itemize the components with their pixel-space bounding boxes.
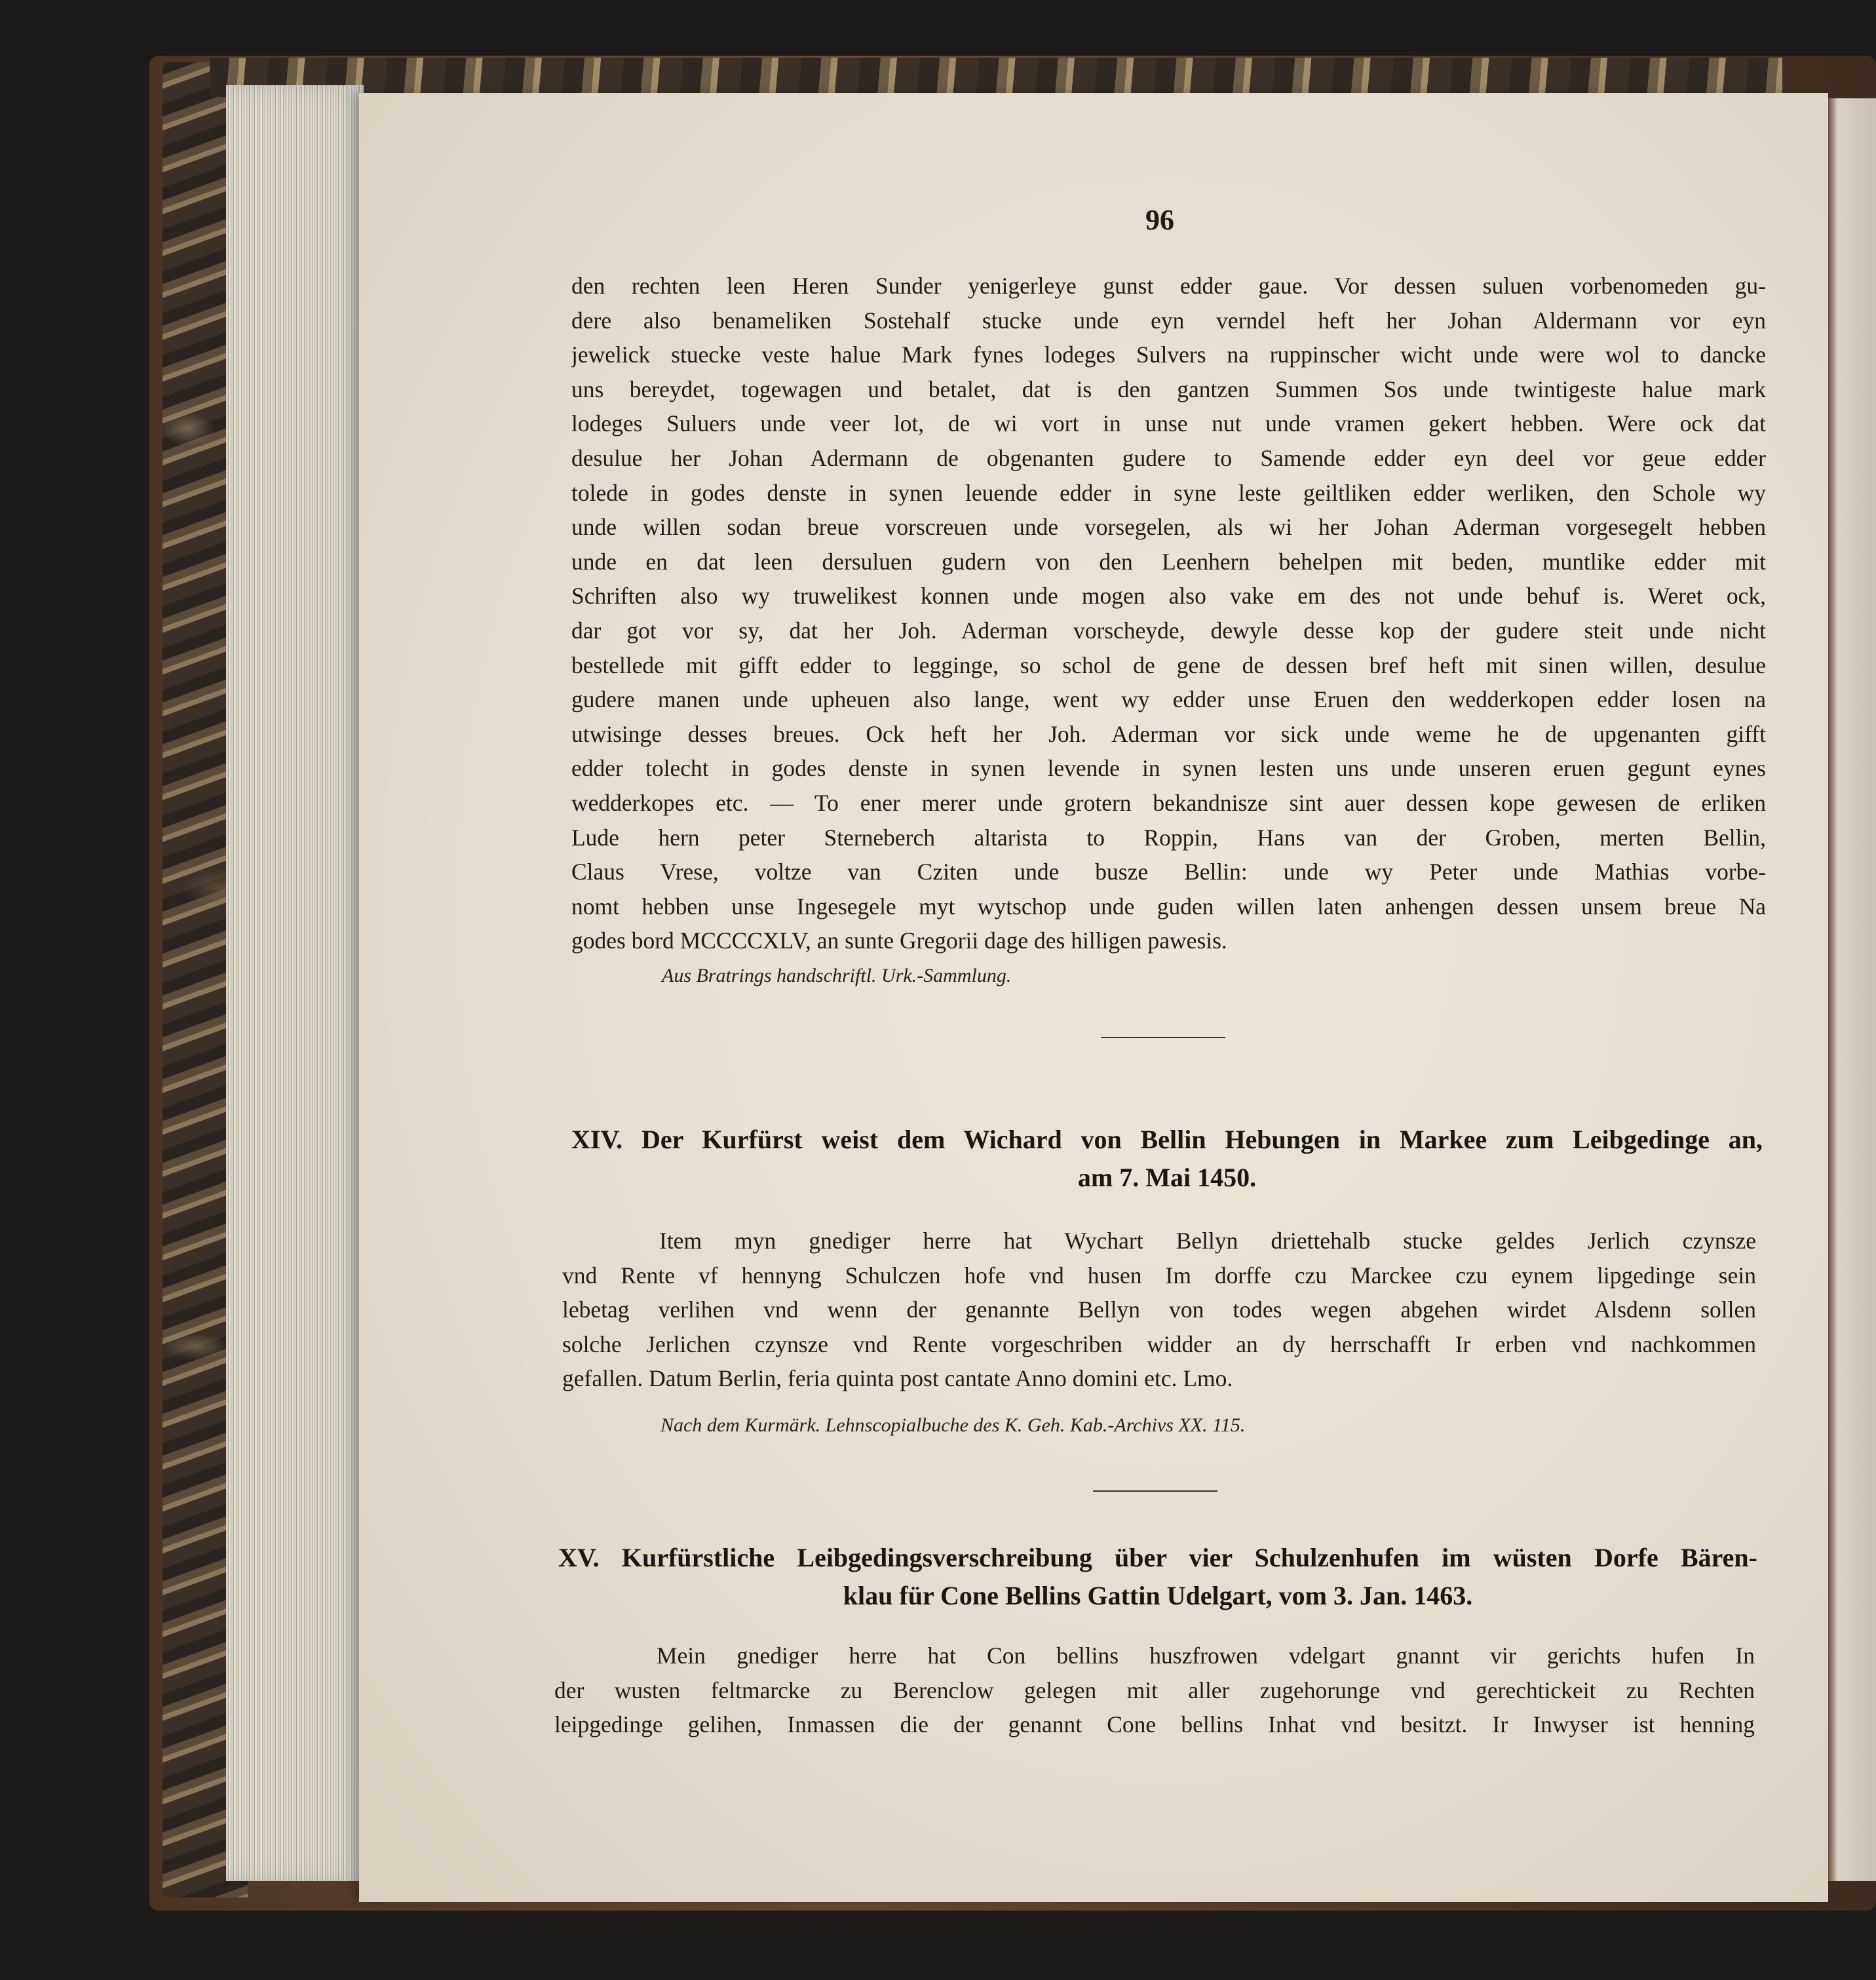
text-line: lodeges Suluers unde veer lot, de wi vort in unse nut unde vramen gekert hebben. Were ock dat	[571, 410, 1766, 437]
text-line: Lude hern peter Sterneberch altarista to Roppin, Hans van der Groben, merten Bellin,	[571, 824, 1766, 851]
document-text-xv	[554, 1639, 1755, 1742]
section-divider	[1093, 1490, 1217, 1492]
text-line: den rechten leen Heren Sunder yenigerleye gunst edder gaue. Vor dessen suluen vorbenomeden gu-	[571, 273, 1766, 299]
section-divider	[1101, 1037, 1225, 1038]
text-line: Mein gnediger herre hat Con bellins huszfrowen vdelgart gnannt vir gerichts hufen In	[657, 1642, 1755, 1669]
text-line: leipgedinge gelihen, Inmassen die der genannt Cone bellins Inhat vnd besitzt. Ir Inwyser ist henning	[554, 1711, 1755, 1738]
text-line: edder tolecht in godes denste in synen levende in synen lesten uns unde unseren eruen gegunt eynes	[571, 755, 1766, 782]
heading-line: XV. Kurfürstliche Leibgedingsverschreibung über vier Schulzenhufen im wüsten Dorfe Bären-	[558, 1543, 1757, 1572]
heading-line: am 7. Mai 1450.	[1077, 1163, 1257, 1192]
heading-line: XIV. Der Kurfürst weist dem Wichard von Bellin Hebungen in Markee zum Leibgedinge an,	[571, 1125, 1763, 1154]
text-line: dere also benameliken Sostehalf stucke unde eyn verndel heft her Johan Aldermann vor eyn	[571, 307, 1766, 334]
text-line: vnd Rente vf hennyng Schulczen hofe vnd husen Im dorffe czu Marckee czu eynem lipgedinge sein	[562, 1262, 1756, 1289]
text-line: unde willen sodan breue vorscreuen unde vorsegelen, als wi her Johan Aderman vorgesegelt hebben	[571, 514, 1766, 541]
source-note: Nach dem Kurmärk. Lehnscopialbuche des K. Geh. Kab.-Archivs XX. 115.	[660, 1414, 1246, 1436]
text-line: solche Jerlichen czynsze vnd Rente vorgeschriben widder an dy herrschafft Ir erben vnd nachkommen	[562, 1330, 1756, 1357]
marbled-top-edge	[210, 58, 1782, 97]
text-line: der wusten feltmarcke zu Berenclow gelegen mit aller zugehorunge vnd gerechtickeit zu Rechten	[554, 1677, 1755, 1703]
text-line: uns bereydet, togewagen und betalet, dat is den gantzen Summen Sos unde twintigeste halue mark	[571, 376, 1766, 402]
text-line: nomt hebben unse Ingesegele myt wytschop unde guden willen laten anhengen dessen unsem breue Na	[571, 893, 1766, 920]
text-line: desulue her Johan Adermann de obgenanten gudere to Samende edder eyn deel vor geue edder	[571, 444, 1766, 471]
text-line: tolede in godes denste in synen leuende edder in syne leste geiltliken edder werliken, den Schole wy	[571, 479, 1766, 506]
text-line: gefallen. Datum Berlin, feria quinta post cantate Anno domini etc. Lmo.	[562, 1365, 1233, 1392]
facing-page-edge	[1828, 98, 1876, 1881]
text-line: Item myn gnediger herre hat Wychart Bellyn driettehalb stucke geldes Jerlich czynsze	[659, 1228, 1756, 1254]
text-line: bestellede mit gifft edder to legginge, so schol de gene de dessen bref heft mit sinen willen, desulue	[571, 651, 1766, 678]
text-line: jewelick stuecke veste halue Mark fynes lodeges Sulvers na ruppinscher wicht unde were wol to dancke	[571, 341, 1766, 368]
text-line: lebetag verlihen vnd wenn der genannte Bellyn von todes wegen abgehen wirdet Alsdenn sollen	[562, 1296, 1756, 1323]
text-line: wedderkopes etc. — To ener merer unde grotern bekandnisze sint auer dessen kope gewesen de erliken	[571, 789, 1766, 816]
section-heading-xiv	[571, 1121, 1763, 1197]
text-line: Schriften also wy truwelikest konnen unde mogen also vake em des not unde behuf is. Weret ock,	[571, 583, 1766, 610]
text-line: Claus Vrese, voltze van Cziten unde busze Bellin: unde wy Peter unde Mathias vorbe-	[571, 859, 1766, 885]
text-line: godes bord MCCCCXLV, an sunte Gregorii dage des hilligen pawesis.	[571, 927, 1227, 954]
source-note: Aus Bratrings handschriftl. Urk.-Sammlung.	[662, 965, 1012, 986]
page-number: 96	[1145, 204, 1174, 236]
page-stack-edges	[226, 85, 364, 1881]
text-line: utwisinge desses breues. Ock heft her Joh. Aderman vor sick unde weme he de upgenanten gifft	[571, 720, 1766, 747]
document-text-xiv	[562, 1224, 1756, 1396]
text-line: dar got vor sy, dat her Joh. Aderman vorscheyde, dewyle desse kop der gudere steit unde nicht	[571, 617, 1766, 644]
document-text-continued	[571, 269, 1766, 958]
section-heading-xv	[558, 1539, 1757, 1615]
text-line: unde en dat leen dersuluen gudern von den Leenhern behelpen mit beden, muntlike edder mit	[571, 548, 1766, 575]
text-line: gudere manen unde upheuen also lange, went wy edder unse Eruen den wedderkopen edder losen na	[571, 686, 1766, 713]
heading-line: klau für Cone Bellins Gattin Udelgart, vom 3. Jan. 1463.	[843, 1581, 1473, 1610]
